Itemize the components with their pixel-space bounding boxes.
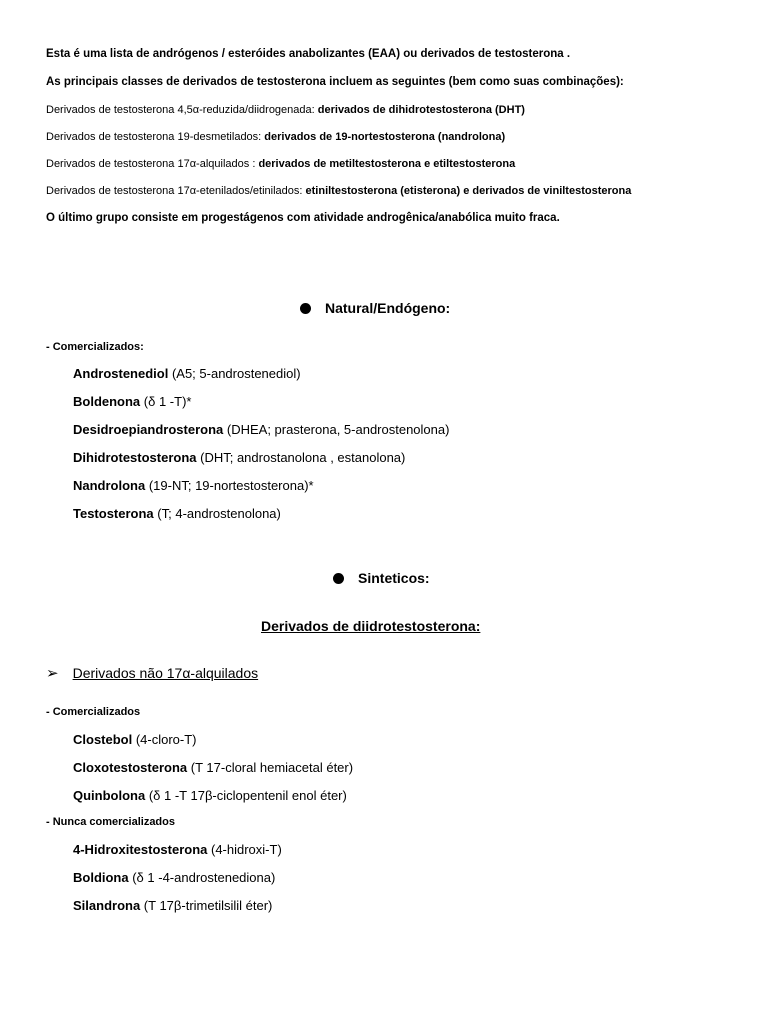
item-name: 4-Hidroxitestosterona	[73, 842, 208, 857]
item-desc: (A5; 5-androstenediol)	[168, 366, 301, 381]
item-desc: (δ 1 -4-androstenediona)	[128, 870, 276, 885]
item-name: Dihidrotestosterona	[73, 450, 197, 465]
list-item	[73, 842, 282, 857]
class-line	[46, 158, 515, 170]
list-item	[73, 732, 197, 747]
item-name: Cloxotestosterona	[73, 760, 188, 775]
class-line	[46, 131, 505, 143]
item-name: Quinbolona	[73, 788, 146, 803]
class-prefix: Derivados de testosterona 17α-etenilados/etinilados:	[46, 185, 306, 197]
item-name: Boldiona	[73, 870, 129, 885]
item-name: Silandrona	[73, 898, 141, 913]
item-desc: (4-hidroxi-T)	[207, 842, 282, 857]
item-desc: (T; 4-androstenolona)	[153, 506, 281, 521]
list-item	[73, 870, 275, 885]
intro-line-1: Esta é uma lista de andrógenos / esteróides anabolizantes (EAA) ou derivados de testosterona .	[46, 48, 571, 60]
class-bold: derivados de dihidrotestosterona (DHT)	[317, 104, 525, 116]
list-item	[73, 394, 191, 409]
intro-last-line: O último grupo consiste em progestágenos com atividade androgênica/anabólica muito fraca.	[46, 212, 560, 224]
list-item	[73, 422, 449, 437]
class-prefix: Derivados de testosterona 17α-alquilados :	[46, 158, 259, 170]
list-item	[73, 450, 405, 465]
item-desc: (DHT; androstanolona , estanolona)	[196, 450, 406, 465]
list-item	[73, 366, 301, 381]
item-name: Boldenona	[73, 394, 141, 409]
item-name: Testosterona	[73, 506, 154, 521]
synthetic-category-1: - Comercializados	[46, 706, 141, 718]
bullet-icon	[300, 303, 311, 314]
item-desc: (4-cloro-T)	[132, 732, 197, 747]
natural-heading-text: Natural/Endógeno:	[325, 300, 451, 316]
class-bold: derivados de metiltestosterona e etiltestosterona	[258, 158, 516, 170]
intro-line-2: As principais classes de derivados de testosterona incluem as seguintes (bem como suas combinações):	[46, 76, 624, 88]
item-desc: (T 17β-trimetilsilil éter)	[140, 898, 273, 913]
class-bold: etiniltestosterona (etisterona) e derivados de viniltestosterona	[305, 185, 632, 197]
list-item	[73, 506, 281, 521]
synthetic-heading	[333, 570, 430, 586]
group-heading	[46, 664, 258, 682]
item-desc: (δ 1 -T 17β-ciclopentenil enol éter)	[145, 788, 347, 803]
arrow-bullet-icon: ➢	[46, 665, 59, 682]
item-desc: (T 17-cloral hemiacetal éter)	[187, 760, 354, 775]
item-name: Androstenediol	[73, 366, 169, 381]
group-heading-text: Derivados não 17α-alquilados	[72, 665, 259, 681]
list-item	[73, 760, 353, 775]
class-bold: derivados de 19-nortestosterona (nandrolona)	[264, 131, 506, 143]
item-name: Desidroepiandrosterona	[73, 422, 224, 437]
item-desc: (δ 1 -T)*	[140, 394, 192, 409]
item-name: Clostebol	[73, 732, 133, 747]
item-desc: (DHEA; prasterona, 5-androstenolona)	[223, 422, 450, 437]
class-line	[46, 104, 525, 116]
synthetic-heading-text: Sinteticos:	[358, 570, 430, 586]
bullet-icon	[333, 573, 344, 584]
natural-heading	[300, 300, 450, 316]
dht-subheading: Derivados de diidrotestosterona:	[261, 618, 481, 634]
item-name: Nandrolona	[73, 478, 146, 493]
natural-category: - Comercializados:	[46, 341, 144, 353]
item-desc: (19-NT; 19-nortestosterona)*	[145, 478, 314, 493]
class-prefix: Derivados de testosterona 4,5α-reduzida/diidrogenada:	[46, 104, 318, 116]
list-item	[73, 788, 347, 803]
list-item	[73, 898, 272, 913]
class-prefix: Derivados de testosterona 19-desmetilados:	[46, 131, 265, 143]
class-line	[46, 185, 631, 197]
list-item	[73, 478, 314, 493]
synthetic-category-2: - Nunca comercializados	[46, 816, 175, 828]
